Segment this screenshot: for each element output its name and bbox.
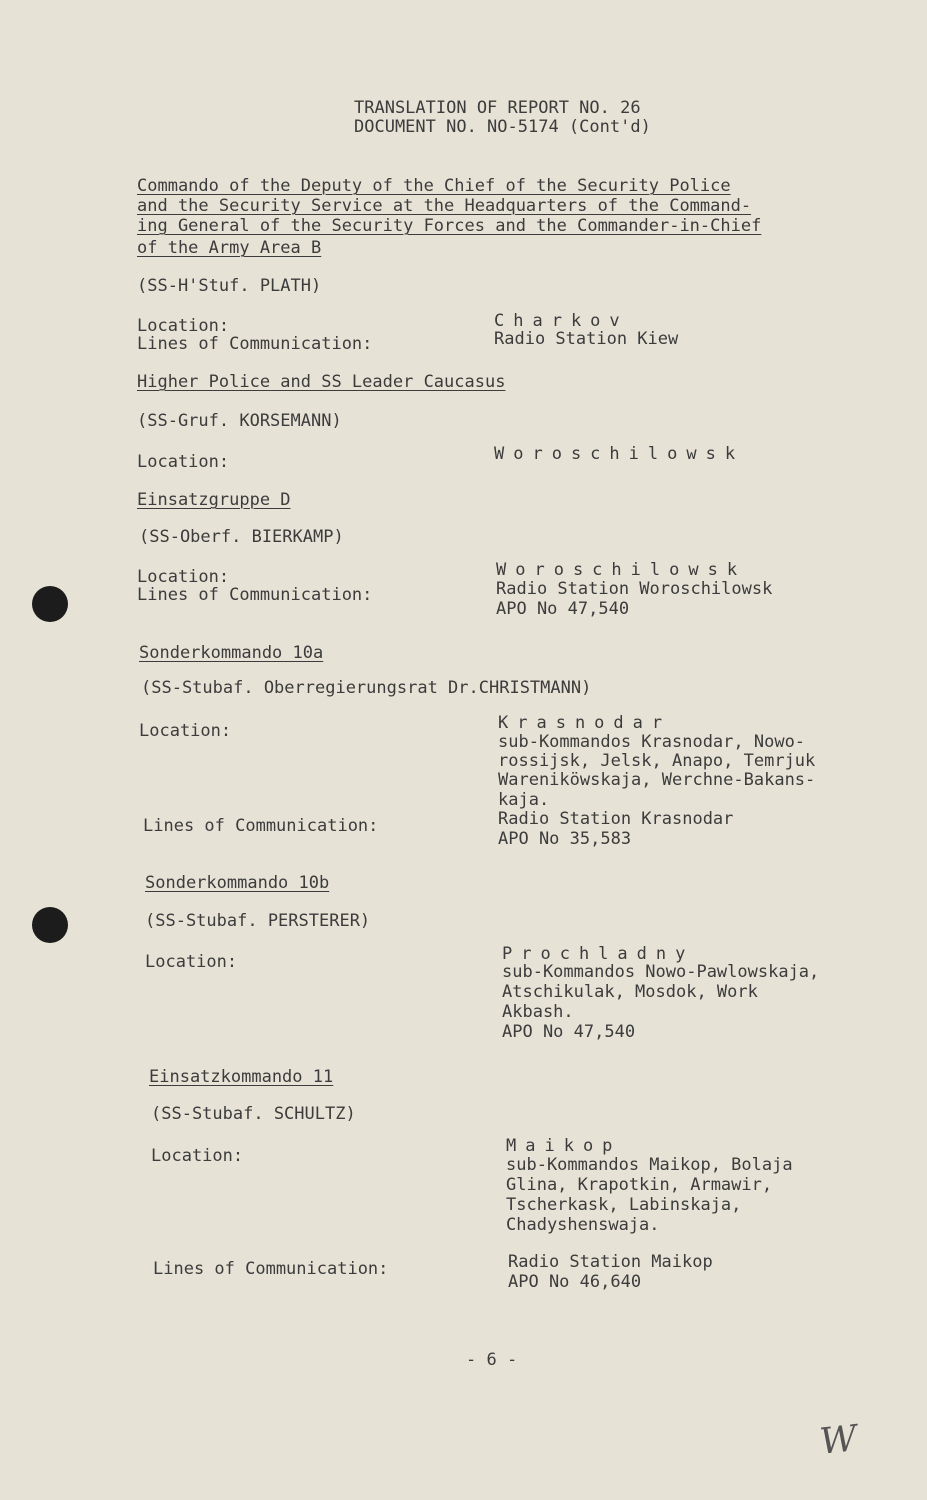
leader-name: (SS-H'Stuf. PLATH) (137, 276, 322, 296)
section-title: Sonderkommando 10a (139, 643, 324, 663)
location-detail-line: sub-Kommandos Krasnodar, Nowo- (498, 732, 806, 752)
location-value: Woroschilowsk (494, 444, 745, 464)
location-label: Location: (137, 316, 230, 336)
location-value: Krasnodar (498, 713, 672, 733)
leader-name: (SS-Stubaf. SCHULTZ) (151, 1104, 356, 1124)
location-detail-line: rossijsk, Jelsk, Anapo, Temrjuk (498, 751, 816, 771)
leader-name: (SS-Stubaf. Oberregierungsrat Dr.CHRISTMANN) (141, 678, 592, 698)
comm-value: Radio Station Kiew (494, 329, 679, 349)
location-detail-line: APO No 47,540 (502, 1022, 636, 1042)
page-number: - 6 - (466, 1350, 518, 1370)
comm-value-line: Radio Station Woroschilowsk (496, 579, 773, 599)
comm-value-line: APO No 35,583 (498, 829, 632, 849)
location-label: Location: (137, 452, 230, 472)
section-title-line: Commando of the Deputy of the Chief of the Security Police (137, 176, 731, 196)
comm-value-line: APO No 47,540 (496, 599, 630, 619)
comm-value-line: APO No 46,640 (508, 1272, 642, 1292)
location-detail-line: Wareniköwskaja, Werchne-Bakans- (498, 770, 816, 790)
location-label: Location: (151, 1146, 244, 1166)
header-line-2: DOCUMENT NO. NO-5174 (Cont'd) (354, 117, 651, 137)
section-title-line: of the Army Area B (137, 238, 322, 258)
location-detail-line: Glina, Krapotkin, Armawir, (506, 1175, 773, 1195)
section-title: Sonderkommando 10b (145, 873, 330, 893)
location-value: Charkov (494, 311, 629, 331)
location-label: Location: (137, 567, 230, 587)
location-detail-line: sub-Kommandos Nowo-Pawlowskaja, (502, 962, 820, 982)
location-detail-line: Atschikulak, Mosdok, Work (502, 982, 758, 1002)
location-detail-line: Chadyshenswaja. (506, 1215, 660, 1235)
location-value: Woroschilowsk (496, 560, 747, 580)
leader-name: (SS-Oberf. BIERKAMP) (139, 527, 344, 547)
location-label: Location: (145, 952, 238, 972)
punch-hole-bottom (32, 907, 68, 943)
section-title: Einsatzkommando 11 (149, 1067, 334, 1087)
header-line-1: TRANSLATION OF REPORT NO. 26 (354, 98, 641, 118)
location-value: Prochladny (502, 944, 695, 964)
comm-label: Lines of Communication: (153, 1259, 389, 1279)
location-detail-line: kaja. (498, 790, 550, 810)
location-detail-line: sub-Kommandos Maikop, Bolaja (506, 1155, 793, 1175)
comm-value-line: Radio Station Maikop (508, 1252, 713, 1272)
location-detail-line: Tscherkask, Labinskaja, (506, 1195, 742, 1215)
leader-name: (SS-Gruf. KORSEMANN) (137, 411, 342, 431)
comm-value-line: Radio Station Krasnodar (498, 809, 734, 829)
punch-hole-top (32, 586, 68, 622)
section-title: Einsatzgruppe D (137, 490, 291, 510)
comm-label: Lines of Communication: (137, 585, 373, 605)
location-label: Location: (139, 721, 232, 741)
section-title: Higher Police and SS Leader Caucasus (137, 372, 506, 392)
location-detail-line: Akbash. (502, 1002, 574, 1022)
location-value: Maikop (506, 1136, 622, 1156)
section-title-line: ing General of the Security Forces and the Commander-in-Chief (137, 216, 762, 236)
comm-label: Lines of Communication: (137, 334, 373, 354)
comm-label: Lines of Communication: (143, 816, 379, 836)
handwritten-initial: W (817, 1418, 860, 1463)
section-title-line: and the Security Service at the Headquarters of the Command- (137, 196, 752, 216)
leader-name: (SS-Stubaf. PERSTERER) (145, 911, 371, 931)
